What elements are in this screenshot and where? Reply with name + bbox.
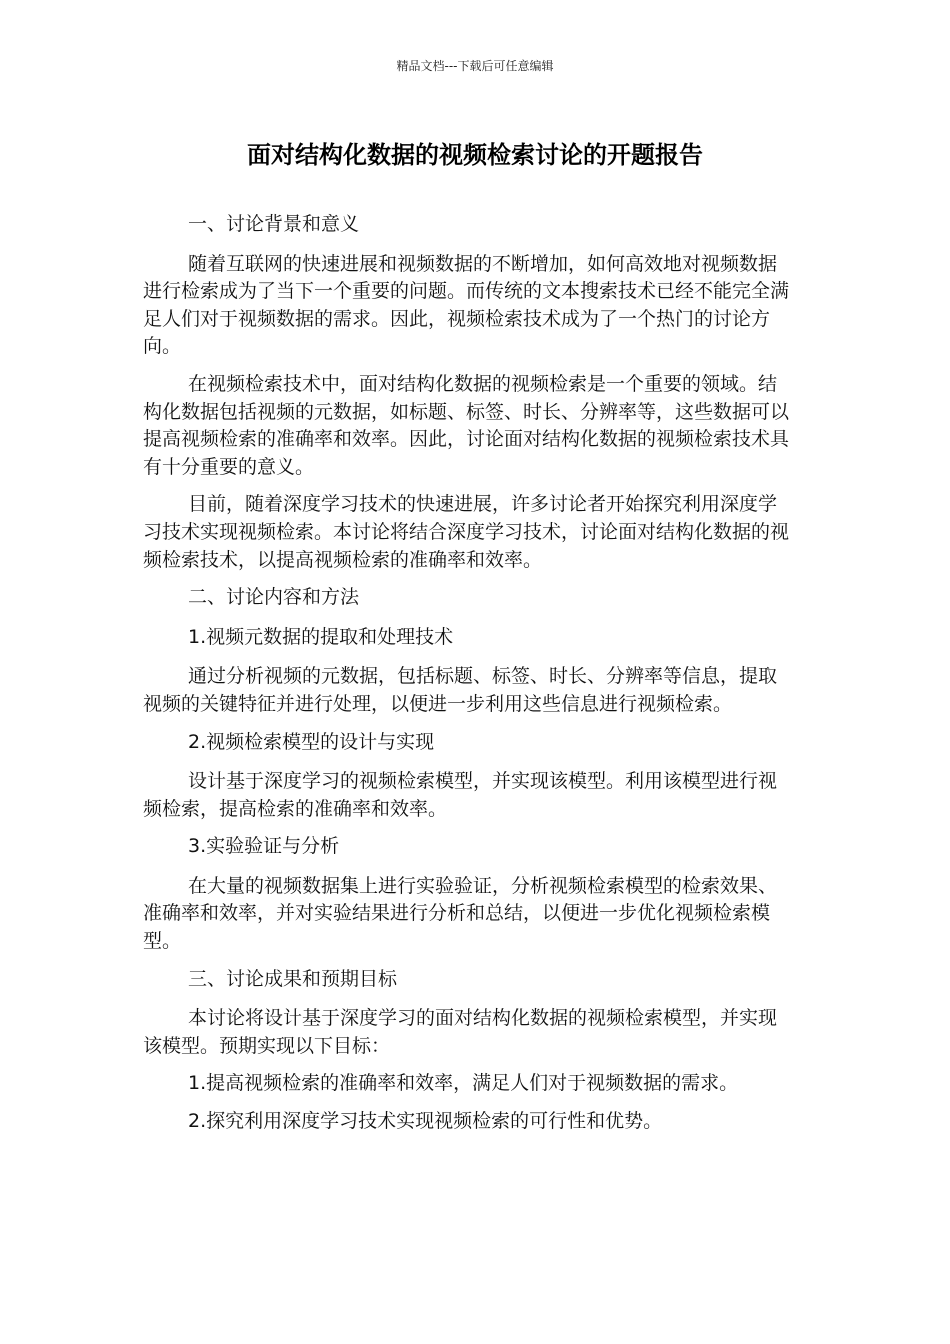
paragraph: 随着互联网的快速进展和视频数据的不断增加，如何高效地对视频数据进行检索成为了当下一个重要的问题。而传统的文本搜索技术已经不能完全满足人们对于视频数据的需求。因此，视频检索技术成为了一个热门的讨论方向。	[143, 252, 790, 358]
section-heading-background: 一、讨论背景和意义	[188, 213, 360, 235]
section-heading-content-methods: 二、讨论内容和方法	[188, 586, 360, 609]
document-title: 面对结构化数据的视频检索讨论的开题报告	[247, 141, 703, 169]
paragraph: 在大量的视频数据集上进行实验验证，分析视频检索模型的检索效果、准确率和效率，并对实验结果进行分析和总结，以便进一步优化视频检索模型。	[143, 874, 778, 953]
paragraph: 设计基于深度学习的视频检索模型，并实现该模型。利用该模型进行视频检索，提高检索的准确率和效率。	[143, 770, 778, 820]
subheading-experiment: 3.实验验证与分析	[188, 835, 340, 858]
goal-item: 1.提高视频检索的准确率和效率，满足人们对于视频数据的需求。	[188, 1072, 739, 1095]
goal-item: 2.探究利用深度学习技术实现视频检索的可行性和优势。	[188, 1110, 663, 1133]
paragraph: 在视频检索技术中，面对结构化数据的视频检索是一个重要的领域。结构化数据包括视频的元数据，如标题、标签、时长、分辨率等，这些数据可以提高视频检索的准确率和效率。因此，讨论面对结构化数据的视频检索技术具有十分重要的意义。	[143, 372, 790, 478]
subheading-metadata: 1.视频元数据的提取和处理技术	[188, 625, 454, 648]
document-body	[143, 211, 793, 1146]
section-heading-results: 三、讨论成果和预期目标	[188, 967, 398, 990]
paragraph: 本讨论将设计基于深度学习的面对结构化数据的视频检索模型，并实现该模型。预期实现以下目标：	[143, 1007, 778, 1057]
subheading-model: 2.视频检索模型的设计与实现	[188, 730, 435, 753]
paragraph: 通过分析视频的元数据，包括标题、标签、时长、分辨率等信息，提取视频的关键特征并进行处理，以便进一步利用这些信息进行视频检索。	[143, 665, 778, 715]
page-header: 精品文档---下载后可任意编辑	[396, 59, 554, 73]
paragraph: 目前，随着深度学习技术的快速进展，许多讨论者开始探究利用深度学习技术实现视频检索。本讨论将结合深度学习技术，讨论面对结构化数据的视频检索技术，以提高视频检索的准确率和效率。	[143, 493, 790, 571]
